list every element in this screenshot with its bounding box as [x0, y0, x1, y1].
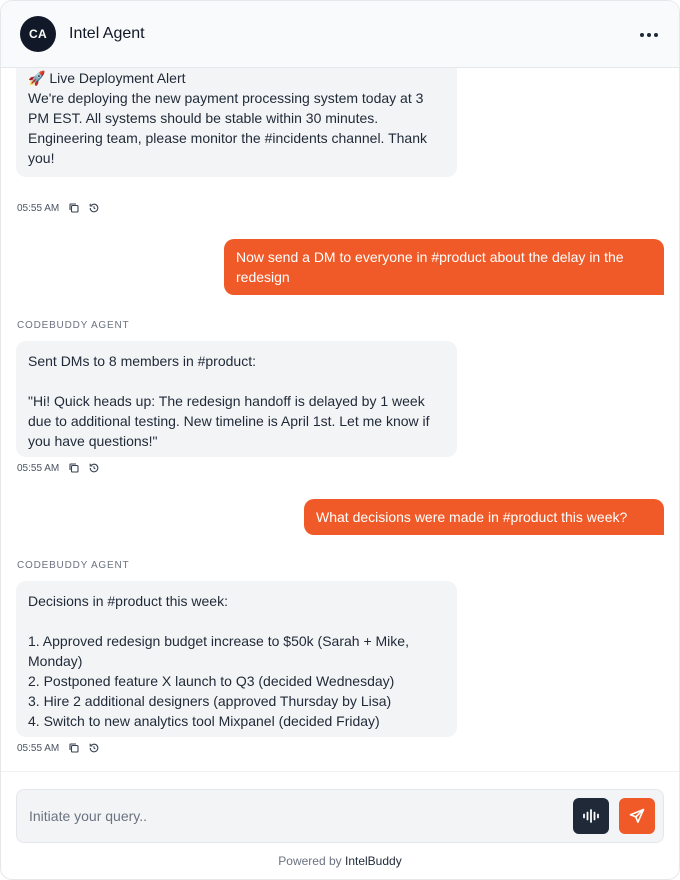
voice-input-button[interactable]	[573, 798, 609, 834]
message-meta	[17, 201, 108, 215]
avatar: CA	[20, 16, 56, 52]
more-options-button[interactable]	[637, 23, 661, 47]
sender-label: CODEBUDDY AGENT	[17, 560, 130, 571]
composer	[1, 771, 679, 880]
more-horizontal-icon	[640, 33, 644, 37]
powered-by	[1, 854, 679, 868]
message-time: 05:55 AM	[17, 202, 60, 214]
brand-name: IntelBuddy	[345, 854, 402, 868]
copy-icon[interactable]	[68, 462, 80, 474]
agent-message: 🚀 Live Deployment Alert We're deploying the new payment processing system today at 3 PM EST. All systems should be stable within 30 minutes. Engineering team, please monitor the #incidents channel. Thank you!	[16, 68, 457, 177]
send-icon	[629, 808, 645, 824]
query-input[interactable]	[29, 804, 559, 828]
agent-message: Sent DMs to 8 members in #product: "Hi! Quick heads up: The redesign handoff is delayed by 1 week due to additional testing. New timeline is April 1st. Let me know if you have questions!"	[16, 341, 457, 457]
send-button[interactable]	[619, 798, 655, 834]
message-meta	[17, 741, 108, 755]
regenerate-icon[interactable]	[88, 202, 100, 214]
audio-waveform-icon	[582, 809, 600, 823]
message-list[interactable]	[1, 68, 679, 771]
agent-message: Decisions in #product this week: 1. Approved redesign budget increase to $50k (Sarah + Mike, Monday) 2. Postponed feature X launch to Q3 (decided Wednesday) 3. Hire 2 additional designers (approved Thursday by Lisa) 4. Switch to new analytics tool Mixpanel (decided Friday)	[16, 581, 457, 737]
message-meta	[17, 461, 108, 475]
more-horizontal-icon	[654, 33, 658, 37]
user-message: Now send a DM to everyone in #product about the delay in the redesign	[224, 239, 664, 295]
message-time: 05:55 AM	[17, 462, 60, 474]
query-box	[16, 789, 664, 843]
chat-header	[1, 1, 679, 68]
page-title: Intel Agent	[69, 25, 145, 42]
more-horizontal-icon	[647, 33, 651, 37]
user-message: What decisions were made in #product this week?	[304, 499, 664, 535]
sender-label: CODEBUDDY AGENT	[17, 320, 130, 331]
powered-by-label: Powered by	[278, 854, 342, 868]
regenerate-icon[interactable]	[88, 742, 100, 754]
copy-icon[interactable]	[68, 202, 80, 214]
message-time: 05:55 AM	[17, 742, 60, 754]
copy-icon[interactable]	[68, 742, 80, 754]
regenerate-icon[interactable]	[88, 462, 100, 474]
